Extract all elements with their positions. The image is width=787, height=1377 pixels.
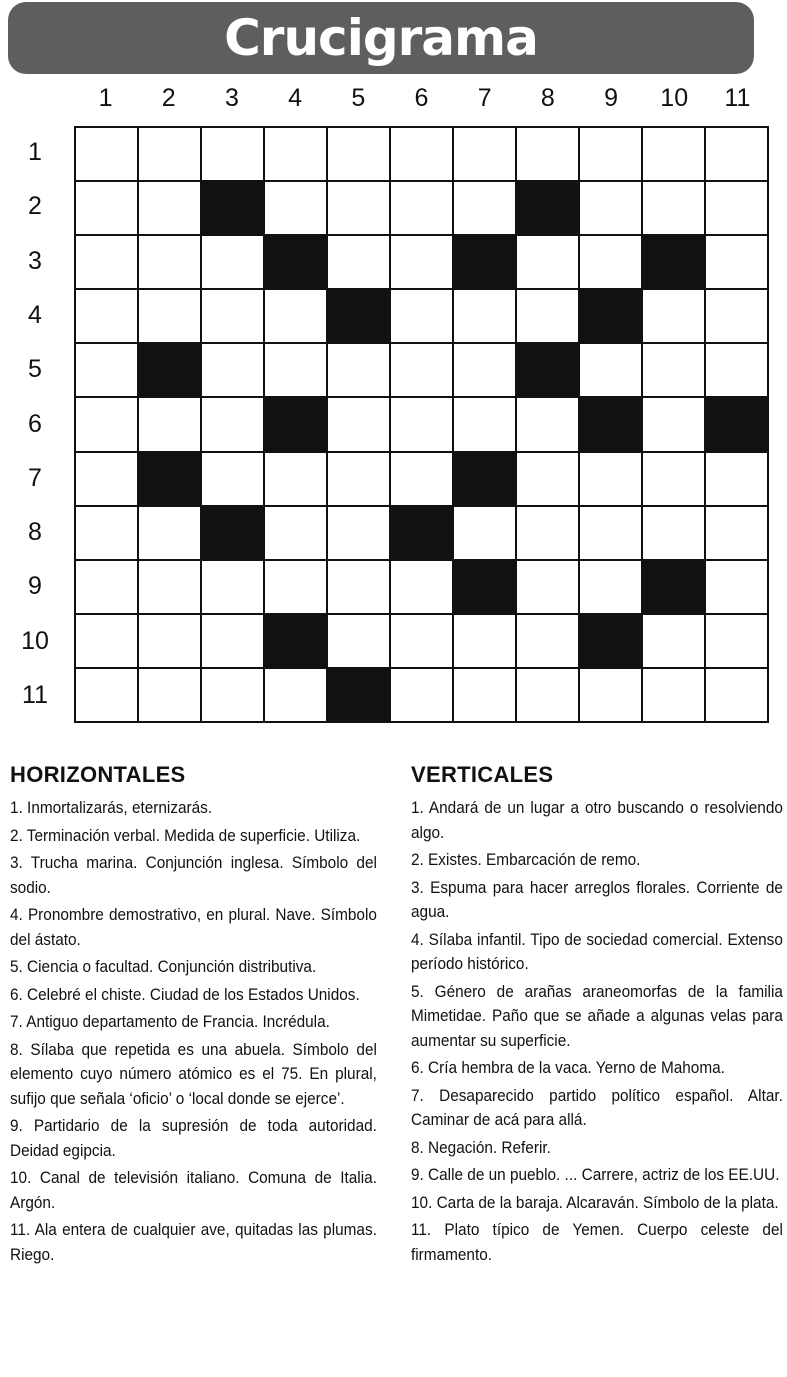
grid-cell[interactable] (328, 344, 389, 396)
grid-cell[interactable] (202, 128, 263, 180)
grid-cell[interactable] (643, 507, 704, 559)
horizontales-clue: 11. Ala entera de cualquier ave, quitadas las plumas. Riego. (10, 1221, 377, 1264)
grid-cell[interactable] (139, 669, 200, 721)
grid-cell[interactable] (265, 669, 326, 721)
grid-cell[interactable] (202, 398, 263, 450)
grid-cell[interactable] (202, 290, 263, 342)
grid-cell[interactable] (328, 236, 389, 288)
grid-cell[interactable] (391, 615, 452, 667)
grid-cell[interactable] (76, 344, 137, 396)
verticales-clue: 5. Género de arañas araneomorfas de la familia Mimetidae. Paño que se añade a algunas velas para aumentar su superficie. (411, 982, 783, 1050)
grid-cell[interactable] (328, 561, 389, 613)
grid-cell[interactable] (706, 561, 767, 613)
grid-cell[interactable] (76, 398, 137, 450)
black-cell (139, 453, 200, 505)
grid-cell[interactable] (643, 453, 704, 505)
grid-cell[interactable] (706, 453, 767, 505)
grid-cell[interactable] (265, 453, 326, 505)
grid-cell[interactable] (328, 398, 389, 450)
column-number: 4 (288, 84, 303, 112)
column-number: 3 (224, 84, 239, 112)
verticales-clue: 8. Negación. Referir. (411, 1138, 551, 1157)
grid-cell[interactable] (580, 344, 641, 396)
grid-cell[interactable] (139, 615, 200, 667)
grid-cell[interactable] (454, 507, 515, 559)
horizontales-clue: 6. Celebré el chiste. Ciudad de los Estados Unidos. (10, 985, 360, 1004)
black-cell (580, 290, 641, 342)
verticales-clue: 3. Espuma para hacer arreglos florales. Corriente de agua. (411, 878, 783, 921)
grid-cell[interactable] (517, 453, 578, 505)
grid-cell[interactable] (391, 453, 452, 505)
column-number: 1 (98, 84, 113, 112)
grid-cell[interactable] (517, 128, 578, 180)
black-cell (202, 182, 263, 234)
grid-cell[interactable] (391, 398, 452, 450)
black-cell (139, 344, 200, 396)
black-cell (454, 561, 515, 613)
title-banner (8, 2, 754, 74)
grid-cell[interactable] (706, 615, 767, 667)
black-cell (328, 290, 389, 342)
column-number: 8 (540, 84, 555, 112)
grid-cell[interactable] (139, 290, 200, 342)
grid-cell[interactable] (580, 236, 641, 288)
grid-cell[interactable] (580, 669, 641, 721)
grid-cell[interactable] (76, 669, 137, 721)
grid-cell[interactable] (517, 290, 578, 342)
grid-cell[interactable] (391, 128, 452, 180)
grid-cell[interactable] (76, 182, 137, 234)
grid-cell[interactable] (139, 128, 200, 180)
row-number: 9 (28, 572, 42, 601)
black-cell (643, 561, 704, 613)
crossword-grid (74, 126, 769, 723)
grid-cell[interactable] (328, 507, 389, 559)
grid-cell[interactable] (265, 507, 326, 559)
grid-cell[interactable] (643, 344, 704, 396)
grid-cell[interactable] (517, 507, 578, 559)
grid-cell[interactable] (139, 182, 200, 234)
grid-cell[interactable] (580, 453, 641, 505)
grid-cell[interactable] (706, 507, 767, 559)
grid-cell[interactable] (643, 290, 704, 342)
horizontales-section (10, 762, 377, 1270)
grid-cell[interactable] (454, 669, 515, 721)
column-number: 5 (351, 84, 366, 112)
grid-cell[interactable] (580, 182, 641, 234)
column-number: 2 (161, 84, 176, 112)
column-number: 7 (477, 84, 492, 112)
horizontales-clue: 2. Terminación verbal. Medida de superficie. Utiliza. (10, 826, 361, 845)
row-number: 10 (21, 626, 49, 655)
grid-cell[interactable] (391, 236, 452, 288)
grid-cell[interactable] (265, 344, 326, 396)
row-number: 6 (28, 409, 42, 438)
grid-cell[interactable] (517, 669, 578, 721)
black-cell (454, 236, 515, 288)
grid-cell[interactable] (454, 344, 515, 396)
verticales-clue: 10. Carta de la baraja. Alcaraván. Símbolo de la plata. (411, 1193, 779, 1212)
grid-cell[interactable] (706, 182, 767, 234)
horizontales-list (10, 796, 377, 1267)
verticales-clue: 11. Plato típico de Yemen. Cuerpo celeste del firmamento. (411, 1221, 783, 1264)
black-cell (517, 344, 578, 396)
page-title: Crucigrama (224, 9, 538, 67)
row-number: 8 (28, 518, 42, 547)
horizontales-clue: 8. Sílaba que repetida es una abuela. Símbolo del elemento cuyo número atómico es el 75. En plural, sufijo que señala ‘oficio’ o ‘local donde se ejerce’. (10, 1040, 377, 1108)
horizontales-clue: 4. Pronombre demostrativo, en plural. Nave. Símbolo del ástato. (10, 906, 377, 949)
grid-cell[interactable] (706, 290, 767, 342)
black-cell (580, 398, 641, 450)
grid-cell[interactable] (454, 182, 515, 234)
horizontales-clue: 5. Ciencia o facultad. Conjunción distributiva. (10, 958, 317, 976)
grid-cell[interactable] (202, 344, 263, 396)
verticales-heading: VERTICALES (411, 762, 554, 787)
grid-cell[interactable] (139, 236, 200, 288)
grid-cell[interactable] (76, 128, 137, 180)
grid-cell[interactable] (391, 290, 452, 342)
grid-cell[interactable] (643, 182, 704, 234)
horizontales-clue: 1. Inmortalizarás, eternizarás. (10, 799, 213, 817)
row-number: 11 (22, 680, 48, 709)
black-cell (517, 182, 578, 234)
verticales-clue: 9. Calle de un pueblo. ... Carrere, actriz de los EE.UU. (411, 1166, 780, 1184)
grid-cell[interactable] (76, 615, 137, 667)
grid-cell[interactable] (454, 290, 515, 342)
grid-cell[interactable] (706, 344, 767, 396)
grid-cell[interactable] (328, 182, 389, 234)
column-number: 11 (724, 84, 751, 112)
grid-cell[interactable] (202, 236, 263, 288)
horizontales-clue: 3. Trucha marina. Conjunción inglesa. Símbolo del sodio. (10, 854, 377, 897)
grid-cell[interactable] (139, 507, 200, 559)
horizontales-clue: 9. Partidario de la supresión de toda autoridad. Deidad egipcia. (10, 1117, 377, 1160)
verticales-clue: 7. Desaparecido partido político español. Altar. Caminar de acá para allá. (411, 1086, 783, 1129)
row-number: 4 (28, 300, 42, 329)
verticales-section (411, 762, 783, 1270)
grid-cell[interactable] (706, 128, 767, 180)
row-number: 7 (28, 463, 42, 492)
horizontales-clue: 10. Canal de televisión italiano. Comuna de Italia. Argón. (10, 1169, 377, 1212)
grid-cell[interactable] (391, 669, 452, 721)
grid-cell[interactable] (454, 615, 515, 667)
black-cell (328, 669, 389, 721)
black-cell (391, 507, 452, 559)
grid-cell[interactable] (643, 398, 704, 450)
grid-cell[interactable] (265, 182, 326, 234)
grid-cell[interactable] (517, 398, 578, 450)
grid-cell[interactable] (202, 453, 263, 505)
black-cell (265, 236, 326, 288)
grid-cell[interactable] (265, 290, 326, 342)
black-cell (265, 398, 326, 450)
grid-cell[interactable] (580, 561, 641, 613)
black-cell (706, 398, 767, 450)
horizontales-clue: 7. Antiguo departamento de Francia. Incrédula. (10, 1013, 330, 1031)
verticales-clue: 1. Andará de un lugar a otro buscando o resolviendo algo. (411, 799, 783, 842)
grid-cell[interactable] (391, 344, 452, 396)
black-cell (643, 236, 704, 288)
grid-cell[interactable] (580, 507, 641, 559)
row-number: 1 (28, 138, 42, 167)
verticales-clue: 4. Sílaba infantil. Tipo de sociedad comercial. Extenso período histórico. (411, 930, 783, 973)
verticales-clue: 6. Cría hembra de la vaca. Yerno de Mahoma. (411, 1059, 725, 1077)
row-number: 3 (28, 246, 42, 275)
grid-cell[interactable] (643, 615, 704, 667)
grid-cell[interactable] (202, 615, 263, 667)
grid-cell[interactable] (328, 128, 389, 180)
grid-cell[interactable] (202, 561, 263, 613)
column-number: 9 (604, 84, 618, 112)
black-cell (265, 615, 326, 667)
grid-cell[interactable] (265, 561, 326, 613)
verticales-list (411, 796, 783, 1267)
grid-cell[interactable] (580, 128, 641, 180)
grid-cell[interactable] (76, 453, 137, 505)
grid-cell[interactable] (265, 128, 326, 180)
column-number: 6 (414, 84, 429, 112)
grid-cell[interactable] (328, 453, 389, 505)
black-cell (580, 615, 641, 667)
grid-cell[interactable] (76, 236, 137, 288)
grid-cell[interactable] (391, 561, 452, 613)
grid-cell[interactable] (76, 290, 137, 342)
grid-cell[interactable] (454, 398, 515, 450)
grid-cell[interactable] (202, 669, 263, 721)
grid-cell[interactable] (706, 669, 767, 721)
grid-cell[interactable] (139, 561, 200, 613)
grid-cell[interactable] (517, 236, 578, 288)
row-number: 2 (28, 192, 42, 221)
column-number: 10 (660, 84, 689, 112)
black-cell (454, 453, 515, 505)
black-cell (202, 507, 263, 559)
grid-cell[interactable] (454, 128, 515, 180)
grid-cell[interactable] (76, 561, 137, 613)
horizontales-heading: HORIZONTALES (10, 762, 186, 787)
grid-cell[interactable] (706, 236, 767, 288)
row-number: 5 (28, 355, 42, 384)
grid-cell[interactable] (391, 182, 452, 234)
grid-cell[interactable] (517, 615, 578, 667)
grid-cell[interactable] (643, 128, 704, 180)
grid-cell[interactable] (517, 561, 578, 613)
grid-cell[interactable] (643, 669, 704, 721)
verticales-clue: 2. Existes. Embarcación de remo. (411, 851, 641, 869)
grid-cell[interactable] (328, 615, 389, 667)
grid-cell[interactable] (76, 507, 137, 559)
grid-cell[interactable] (139, 398, 200, 450)
